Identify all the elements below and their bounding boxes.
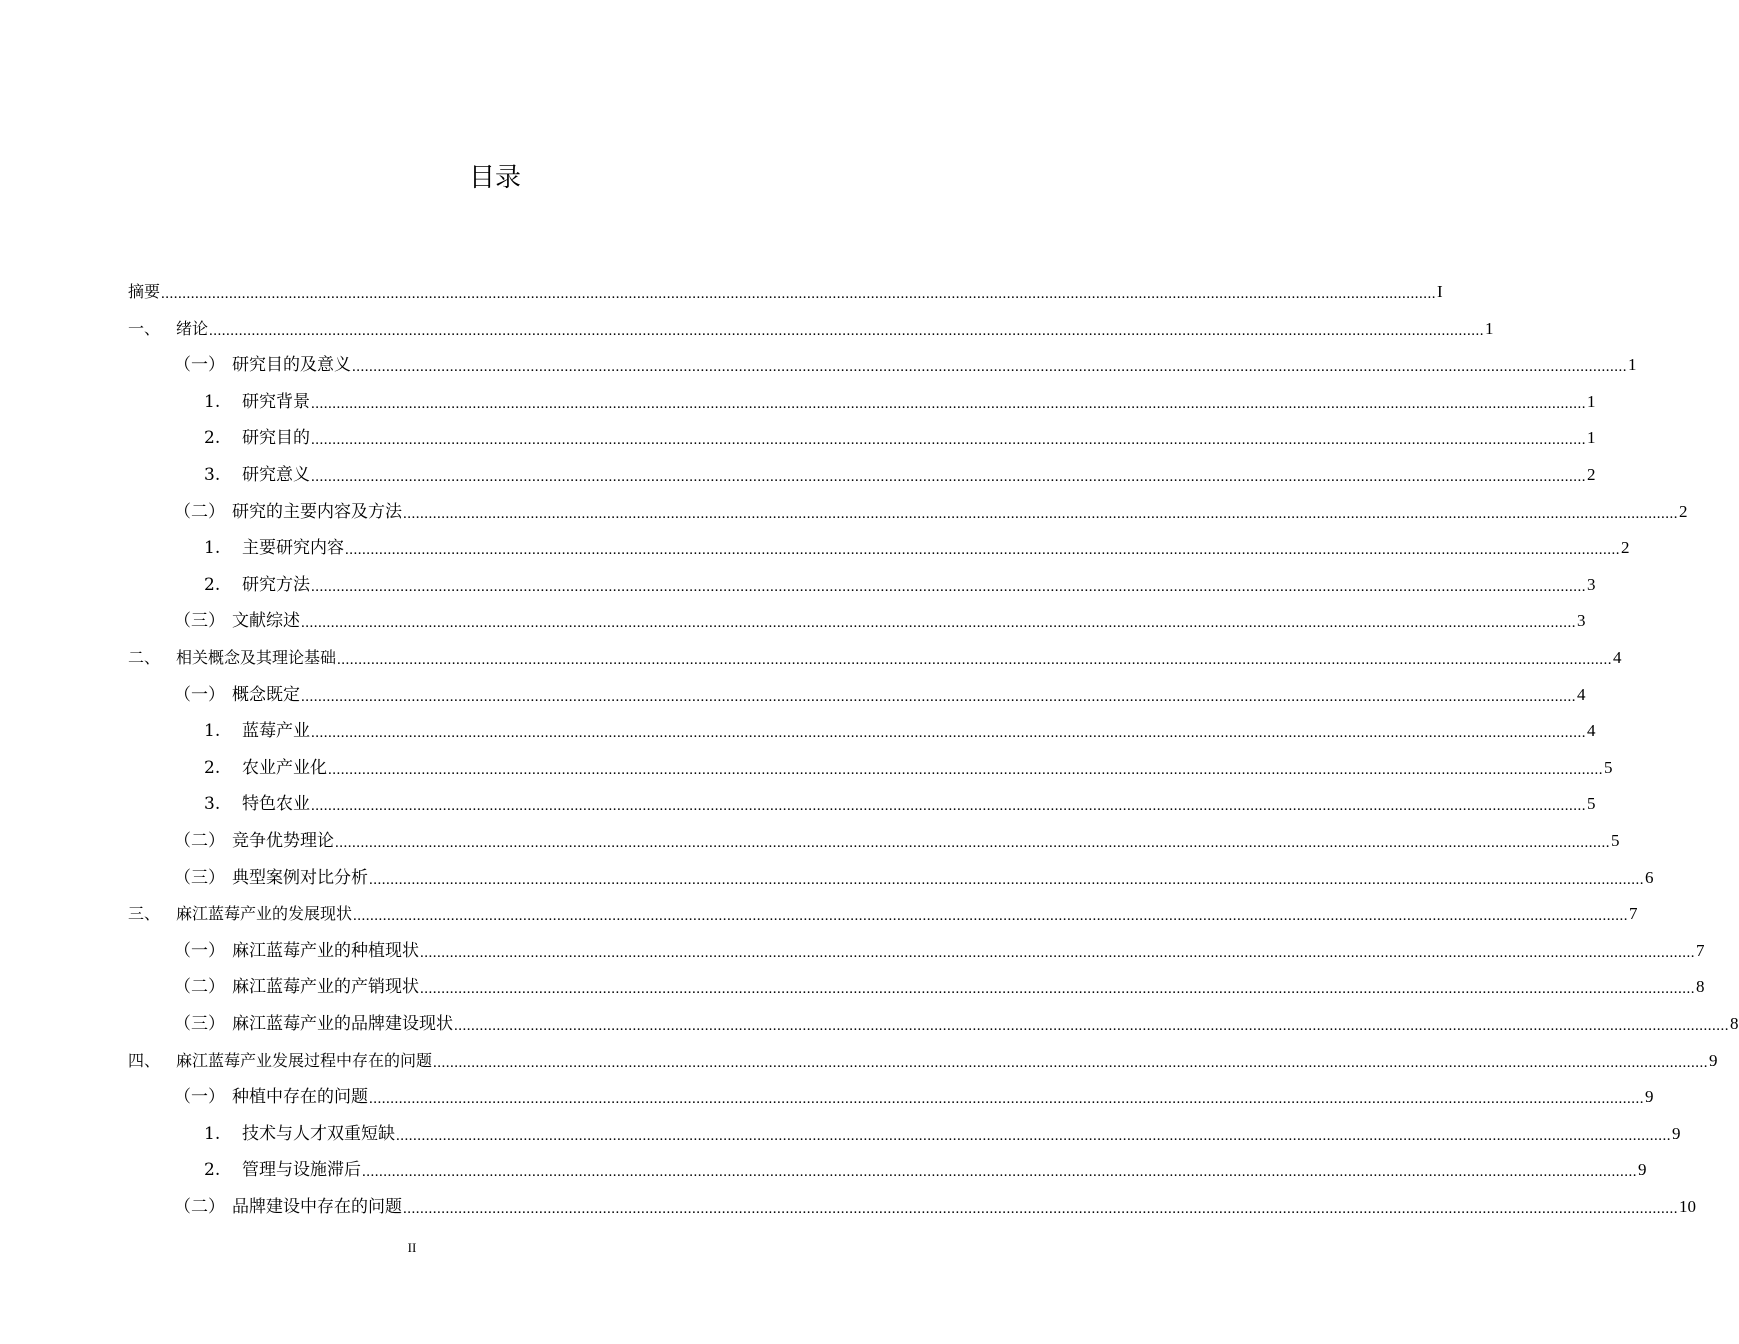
toc-entry-number: （二） [174, 831, 225, 851]
toc-entry-page: 3 [1577, 611, 1586, 631]
toc-entry-number: 2. [204, 1160, 221, 1181]
toc-entry[interactable] [204, 784, 1596, 816]
toc-entry[interactable] [174, 601, 1586, 633]
toc-entry-label: 麻江蓝莓产业的产销现状 [232, 977, 419, 998]
toc-dot-leader: ............................................................................................................................................................................................................................................................................................................ [403, 1201, 1678, 1217]
toc-dot-leader: ............................................................................................................................................................................................................................................................................................................ [209, 322, 1485, 339]
toc-entry-label: 研究目的 [242, 428, 310, 449]
toc-entry[interactable] [174, 492, 1688, 524]
toc-entry-label: 研究意义 [242, 465, 310, 485]
toc-entry-page: 1 [1587, 391, 1596, 411]
toc-entry-page: 9 [1709, 1050, 1718, 1070]
toc-entry-number: （二） [174, 977, 225, 998]
toc-entry-number: （三） [174, 611, 225, 632]
toc-entry-page: 4 [1613, 648, 1622, 667]
toc-entry[interactable] [174, 967, 1705, 999]
toc-entry-number: 二、 [128, 648, 161, 667]
toc-entry-page: 9 [1638, 1160, 1647, 1180]
toc-entry-number: 1. [204, 538, 221, 559]
toc-entry[interactable] [204, 382, 1596, 414]
toc-dot-leader: ............................................................................................................................................................................................................................................................................................................ [420, 944, 1695, 961]
toc-entry[interactable] [174, 1077, 1654, 1109]
toc-entry[interactable] [128, 309, 1494, 341]
toc-entry-page: 8 [1696, 977, 1705, 997]
toc-dot-leader: ............................................................................................................................................................................................................................................................................................................ [311, 432, 1586, 449]
toc-dot-leader: ............................................................................................................................................................................................................................................................................................................ [161, 286, 1437, 302]
toc-dot-leader: ............................................................................................................................................................................................................................................................................................................ [345, 542, 1620, 559]
toc-entry-number: （一） [174, 1087, 225, 1108]
toc-entry-number: 3. [204, 465, 221, 485]
toc-entry-label: 相关概念及其理论基础 [176, 648, 337, 667]
toc-entry[interactable] [174, 345, 1637, 377]
toc-entry-page: I [1437, 282, 1443, 301]
toc-entry-number: 1. [204, 1123, 221, 1144]
page-title: 目录 [468, 163, 521, 193]
toc-dot-leader: ............................................................................................................................................................................................................................................................................................................ [301, 615, 1576, 632]
toc-entry[interactable] [174, 858, 1654, 890]
toc-entry-label: 摘要 [128, 282, 161, 301]
toc-entry[interactable] [204, 418, 1596, 450]
toc-entry-label: 麻江蓝莓产业的种植现状 [232, 940, 419, 961]
toc-entry-label: 主要研究内容 [242, 538, 344, 559]
toc-entry[interactable] [204, 528, 1630, 560]
toc-dot-leader: ............................................................................................................................................................................................................................................................................................................ [369, 871, 1644, 888]
toc-dot-leader: ............................................................................................................................................................................................................................................................................................................ [311, 469, 1586, 485]
toc-entry-label: 概念既定 [232, 684, 300, 705]
toc-dot-leader: ............................................................................................................................................................................................................................................................................................................ [369, 1091, 1644, 1108]
toc-entry-number: 2. [204, 574, 221, 595]
toc-entry-number: 三、 [128, 904, 161, 924]
toc-entry-number: （二） [174, 501, 225, 522]
toc-entry-number: 1. [204, 391, 221, 412]
toc-entry[interactable] [174, 675, 1586, 707]
toc-entry-page: 10 [1679, 1197, 1696, 1216]
toc-entry-page: 7 [1696, 940, 1705, 960]
toc-dot-leader: ............................................................................................................................................................................................................................................................................................................ [420, 981, 1695, 998]
toc-entry-page: 6 [1645, 867, 1654, 887]
toc-entry-label: 研究的主要内容及方法 [232, 501, 402, 522]
toc-entry[interactable] [128, 894, 1638, 926]
toc-entry[interactable] [128, 1041, 1718, 1073]
toc-entry-label: 竞争优势理论 [232, 831, 334, 851]
toc-entry-page: 2 [1621, 538, 1630, 558]
toc-entry-number: 2. [204, 428, 221, 449]
toc-entry-page: 1 [1628, 355, 1637, 375]
toc-entry-label: 农业产业化 [242, 757, 327, 778]
toc-entry-page: 5 [1604, 757, 1613, 777]
toc-entry[interactable] [174, 1004, 1739, 1036]
toc-entry-number: （一） [174, 355, 225, 376]
toc-dot-leader: ............................................................................................................................................................................................................................................................................................................ [362, 1164, 1637, 1181]
toc-entry-page: 3 [1587, 574, 1596, 594]
toc-entry-label: 文献综述 [232, 611, 300, 632]
toc-entry[interactable] [204, 1114, 1681, 1146]
toc-entry-number: （一） [174, 940, 225, 961]
toc-entry-label: 特色农业 [242, 794, 310, 815]
toc-entry-page: 8 [1730, 1014, 1739, 1033]
toc-entry[interactable] [128, 638, 1622, 670]
toc-entry[interactable] [204, 711, 1596, 743]
toc-dot-leader: ............................................................................................................................................................................................................................................................................................................ [454, 1018, 1729, 1034]
toc-entry[interactable] [204, 565, 1596, 597]
toc-entry-page: 1 [1485, 318, 1494, 338]
toc-dot-leader: ............................................................................................................................................................................................................................................................................................................ [337, 652, 1613, 668]
toc-entry[interactable] [128, 272, 1443, 304]
toc-entry-label: 研究背景 [242, 391, 310, 412]
toc-entry-page: 1 [1587, 428, 1596, 448]
toc-entry-number: 一、 [128, 318, 161, 338]
toc-entry-page: 9 [1672, 1123, 1681, 1143]
toc-dot-leader: ............................................................................................................................................................................................................................................................................................................ [352, 359, 1627, 376]
toc-entry[interactable] [174, 1187, 1696, 1219]
toc-entry-number: 1. [204, 721, 221, 742]
toc-entry-number: （一） [174, 684, 225, 705]
toc-dot-leader: ............................................................................................................................................................................................................................................................................................................ [396, 1127, 1671, 1144]
toc-entry-number: （二） [174, 1197, 225, 1217]
toc-entry-label: 蓝莓产业 [242, 721, 310, 742]
toc-entry-page: 4 [1577, 684, 1586, 704]
toc-dot-leader: ............................................................................................................................................................................................................................................................................................................ [311, 578, 1586, 595]
toc-entry-label: 研究方法 [242, 574, 310, 595]
toc-entry-page: 5 [1611, 831, 1620, 850]
toc-entry-page: 2 [1587, 465, 1596, 484]
toc-dot-leader: ............................................................................................................................................................................................................................................................................................................ [311, 725, 1586, 742]
toc-entry-label: 典型案例对比分析 [232, 867, 368, 888]
toc-entry-label: 麻江蓝莓产业的品牌建设现状 [232, 1014, 453, 1034]
toc-entry-page: 5 [1587, 794, 1596, 814]
toc-entry-label: 技术与人才双重短缺 [242, 1123, 395, 1144]
toc-entry-label: 麻江蓝莓产业发展过程中存在的问题 [176, 1050, 433, 1070]
toc-entry-page: 4 [1587, 721, 1596, 741]
toc-dot-leader: ............................................................................................................................................................................................................................................................................................................ [301, 688, 1576, 705]
toc-dot-leader: ............................................................................................................................................................................................................................................................................................................ [403, 505, 1678, 522]
toc-entry[interactable] [174, 821, 1620, 853]
toc-entry[interactable] [204, 1150, 1647, 1182]
toc-entry-label: 种植中存在的问题 [232, 1087, 368, 1108]
toc-entry-page: 2 [1679, 501, 1688, 521]
toc-entry-page: 9 [1645, 1087, 1654, 1107]
toc-entry-label: 品牌建设中存在的问题 [232, 1197, 402, 1217]
toc-entry[interactable] [204, 455, 1596, 487]
toc-entry-label: 麻江蓝莓产业的发展现状 [176, 904, 353, 924]
toc-entry-number: 四、 [128, 1050, 161, 1070]
toc-dot-leader: ............................................................................................................................................................................................................................................................................................................ [433, 1054, 1709, 1071]
toc-dot-leader: ............................................................................................................................................................................................................................................................................................................ [311, 395, 1586, 412]
toc-dot-leader: ............................................................................................................................................................................................................................................................................................................ [353, 908, 1629, 925]
toc-entry-label: 研究目的及意义 [232, 355, 351, 376]
footer-page-number: II [407, 1240, 417, 1255]
toc-entry-number: 2. [204, 757, 221, 778]
toc-dot-leader: ............................................................................................................................................................................................................................................................................................................ [328, 761, 1603, 778]
toc-entry-number: （三） [174, 1014, 225, 1034]
toc-dot-leader: ............................................................................................................................................................................................................................................................................................................ [311, 798, 1586, 815]
toc-entry-number: 3. [204, 794, 221, 815]
toc-entry-page: 7 [1629, 904, 1638, 924]
toc-entry[interactable] [174, 931, 1705, 963]
toc-dot-leader: ............................................................................................................................................................................................................................................................................................................ [335, 835, 1610, 851]
toc-entry-number: （三） [174, 867, 225, 888]
toc-entry-label: 管理与设施滞后 [242, 1160, 361, 1181]
toc-entry-label: 绪论 [176, 318, 209, 338]
toc-entry[interactable] [204, 748, 1613, 780]
